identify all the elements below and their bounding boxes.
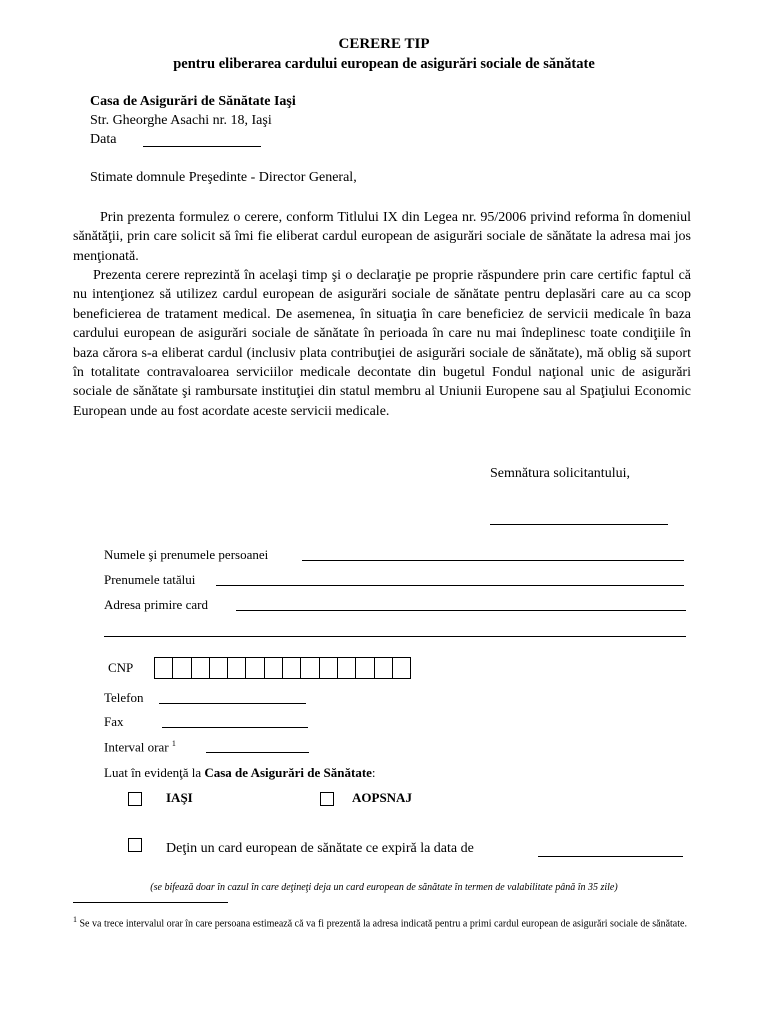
existing-card-label: Deţin un card european de sănătate ce expiră la data de [166,841,474,856]
cnp-digit-cell[interactable] [374,657,393,679]
father-name-label: Prenumele tatălui [104,572,196,587]
document-subtitle: pentru eliberarea cardului european de asigurări sociale de sănătate [173,56,595,72]
paragraph-request: Prin prezenta formulez o cerere, conform Titlului IX din Legea nr. 95/2006 privind reforma în domeniul sănătăţii, prin care solicit să îmi fie eliberat cardul european de asigurări sociale de sănătate la adresa mai jos menţionată. [73,210,691,264]
checkbox-iasi[interactable] [128,792,142,806]
cnp-digit-cell[interactable] [319,657,338,679]
name-input[interactable] [302,560,684,561]
cnp-digit-cell[interactable] [337,657,356,679]
interval-label [104,739,176,755]
option-iasi-label: IAŞI [166,790,193,805]
footnote-mark: 1 [73,915,77,924]
interval-footnote-mark: 1 [171,739,176,748]
interval-input[interactable] [206,752,309,753]
signature-field[interactable] [490,524,668,525]
cnp-digit-cell[interactable] [392,657,411,679]
address-label: Adresa primire card [104,597,208,612]
recipient-address: Str. Gheorghe Asachi nr. 18, Iaşi [90,113,272,128]
cnp-label: CNP [108,660,134,675]
name-label: Numele şi prenumele persoanei [104,547,269,562]
cnp-digit-cell[interactable] [245,657,264,679]
address-input-line-2[interactable] [104,636,686,637]
paragraph-declaration: Prezenta cerere reprezintă în acelaşi timp şi o declaraţie pe proprie răspundere prin care certific faptul că nu intenţionez să utilizez cardul european de asigurări sociale de sănătate pentru deplasări care au ca scop beneficierea de tratament medical. De asemenea, în situaţia în care beneficiez de servicii medicale în baza cardului european de asigurări sociale de sănătate în perioada în care nu mai îndeplinesc toate condiţiile în baza cărora s-a eliberat cardul (inclusiv plata contribuţiei de asigurări sociale de sănătate), mă oblig să suport în totalitate contravaloarea serviciilor medicale decontate din bugetul Fondul naţional unic de asigurări sociale de sănătate şi rambursate instituţiei din statul membru al Uniunii Europene sau al Spaţiului Economic European unde au fost acordate aceste servicii medicale. [73,268,691,419]
document-title: CERERE TIP [338,36,430,52]
footnote [73,910,691,934]
footnote-separator [73,902,228,903]
cnp-digit-cell[interactable] [191,657,210,679]
fax-label: Fax [104,714,124,729]
registry-label-institution: Casa de Asigurări de Sănătate [204,765,372,780]
date-label: Data [90,132,117,147]
fax-input[interactable] [162,727,308,728]
date-field[interactable] [143,146,261,147]
phone-label: Telefon [104,690,144,705]
cnp-digit-cell[interactable] [282,657,301,679]
address-input[interactable] [236,610,686,611]
cnp-digit-cell[interactable] [227,657,246,679]
interval-label-text: Interval orar [104,739,169,755]
existing-card-note: (se bifează doar în cazul în care deţineţi deja un card european de sănătate în termen de valabilitate până în 35 zile) [150,882,618,893]
cnp-digit-cell[interactable] [172,657,191,679]
checkbox-aopsnaj[interactable] [320,792,334,806]
cnp-digit-cell[interactable] [300,657,319,679]
checkbox-existing-card[interactable] [128,838,142,852]
existing-card-expiry-input[interactable] [538,856,683,857]
cnp-input-grid[interactable] [155,657,411,679]
cnp-digit-cell[interactable] [355,657,374,679]
registry-label [104,765,376,781]
option-aopsnaj-label: AOPSNAJ [352,790,412,805]
cnp-digit-cell[interactable] [154,657,173,679]
recipient-institution: Casa de Asigurări de Sănătate Iaşi [90,94,296,109]
cnp-digit-cell[interactable] [264,657,283,679]
phone-input[interactable] [159,703,306,704]
cnp-digit-cell[interactable] [209,657,228,679]
signature-label: Semnătura solicitantului, [490,466,630,481]
salutation: Stimate domnule Preşedinte - Director General, [90,170,357,185]
footnote-text: Se va trece intervalul orar în care persoana estimează că va fi prezentă la adresa indicată pentru a primi cardul european de asigurări sociale de sănătate. [79,918,687,930]
registry-label-prefix: Luat în evidenţă la [104,765,202,780]
registry-label-suffix: : [371,765,376,780]
father-name-input[interactable] [216,585,684,586]
